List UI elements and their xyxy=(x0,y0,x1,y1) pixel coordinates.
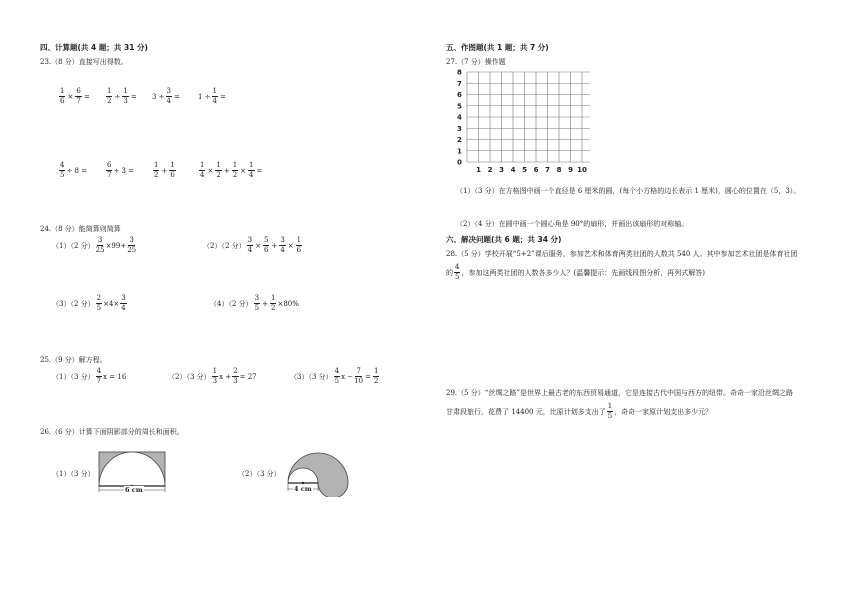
grid-y-tick-label: 2 xyxy=(457,136,462,144)
fig2-dimension-label: 4 cm xyxy=(294,485,312,493)
q23-expr-8: $\frac{1}{4}$ × $\frac{1}{2}$ + $\frac{1}{2}$ × $\frac{1}{4}$ = xyxy=(200,161,263,179)
q23-expr-2: $\frac{1}{2}$ ÷ $\frac{1}{3}$ = xyxy=(107,87,137,105)
q25-part-1: （1）（3 分） $\frac{4}{7}$ x = 16 xyxy=(52,367,127,385)
grid-x-tick-label: 4 xyxy=(510,166,516,174)
question-24: 24.（8 分）能简算则简算 xyxy=(40,225,121,233)
grid-x-tick-label: 10 xyxy=(577,166,587,174)
section-4-title: 四、计算题(共 4 题；共 31 分) xyxy=(40,43,148,52)
q25-part-2: （2）（3 分） $\frac{1}{3}$ x + $\frac{2}{3}$ = 27 xyxy=(168,367,257,385)
question-27-part-2: （2）（4 分）在圆中画一个圆心角是 90°的扇形，并画出该扇形的对称轴。 xyxy=(456,220,689,228)
grid-x-tick-label: 8 xyxy=(556,166,562,174)
grid-y-tick-label: 7 xyxy=(457,79,462,88)
grid-x-tick-label: 5 xyxy=(522,166,527,174)
q24-part-2: （2）（2 分） $\frac{3}{4}$ × $\frac{5}{6}$ + $\frac{3}{4}$ × $\frac{1}{6}$ xyxy=(203,236,302,254)
q25-part-3: （3）（3 分） $\frac{4}{5}$ x − $\frac{7}{10}$ = $\frac{1}{2}$ xyxy=(290,367,379,385)
question-29-line-1: 29.（5 分）“丝绸之路”是世界上最古老的东西贸易通道，它是连接古代中国与西方的纽带。奇奇一家沿丝绸之路 xyxy=(446,389,793,397)
question-26: 26.（6 分）计算下面阴影部分的周长和面积。 xyxy=(40,428,184,436)
section-6-title: 六、解决问题(共 6 题；共 34 分) xyxy=(446,235,562,244)
q23-expr-7: $\frac{1}{2}$ + $\frac{1}{6}$ xyxy=(154,161,175,179)
section-5-title: 五、作图题(共 1 题；共 7 分) xyxy=(446,43,549,52)
grid-y-tick-label: 0 xyxy=(457,158,462,167)
grid-y-tick-label: 4 xyxy=(457,113,462,122)
grid-x-tick-label: 7 xyxy=(545,166,550,174)
grid-x-tick-label: 1 xyxy=(476,166,481,174)
question-25: 25.（9 分）解方程。 xyxy=(40,356,107,364)
grid-y-tick-label: 5 xyxy=(457,102,462,111)
grid-y-tick-label: 8 xyxy=(457,68,462,77)
fig1-dimension-label: 6 cm xyxy=(125,486,143,494)
q24-part-1: （1）（2 分） $\frac{3}{25}$ ×99+ $\frac{3}{25}$ xyxy=(52,236,137,254)
grid-y-tick-label: 1 xyxy=(457,147,462,156)
q23-expr-3: 3 ÷ $\frac{3}{4}$ = xyxy=(152,87,180,105)
question-29-line-2: 甘肃段旅行，花费了 14400 元，比原计划多支出了 $\frac{1}{5}$ ，奇奇一家原计划支出多少元？ xyxy=(446,402,713,420)
question-23: 23.（8 分）直接写出得数。 xyxy=(40,58,128,66)
grid-y-tick-label: 6 xyxy=(457,91,462,99)
question-28-line-2: 的 $\frac{4}{5}$ ，参加这两类社团的人数各多少人？(温馨提示：先画线段图分析，再列式解答) xyxy=(446,263,705,281)
grid-x-tick-label: 2 xyxy=(487,166,493,174)
question-27-part-1: （1）（3 分）在方格图中画一个直径是 6 厘米的圆，(每个小方格的边长表示 1 厘米)，圆心的位置在（5，3）。 xyxy=(456,187,801,195)
q23-expr-4: 1 ÷ $\frac{1}{4}$ = xyxy=(198,87,226,105)
q23-expr-6: $\frac{6}{7}$ ÷ 3 = xyxy=(107,161,135,179)
question-27: 27.（7 分）操作题 xyxy=(446,58,506,66)
grid-x-tick-label: 3 xyxy=(499,166,504,174)
q26-part-1-label: （1）（3 分） xyxy=(52,470,95,478)
q23-expr-1: $\frac{1}{6}$ × $\frac{6}{7}$ = xyxy=(60,87,90,105)
q26-part-2-label: （2）（3 分） xyxy=(238,470,281,478)
grid-x-tick-label: 6 xyxy=(533,166,539,174)
q24-part-3: （3）（2 分） $\frac{2}{5}$ ×4× $\frac{3}{4}$ xyxy=(52,294,126,312)
q24-part-4: （4）（2 分） $\frac{3}{5}$ + $\frac{1}{2}$ ×80% xyxy=(210,294,299,312)
coordinate-grid xyxy=(450,68,590,183)
question-28-line-1: 28.（5 分）学校开展“5+2”课后服务，参加艺术和体育两类社团的人数共 540 人。其中参加艺术社团是体育社团 xyxy=(446,250,798,258)
grid-x-tick-label: 9 xyxy=(568,166,573,174)
grid-y-tick-label: 3 xyxy=(457,124,462,133)
q23-expr-5: $\frac{4}{5}$ ÷ 8 = xyxy=(60,161,88,179)
